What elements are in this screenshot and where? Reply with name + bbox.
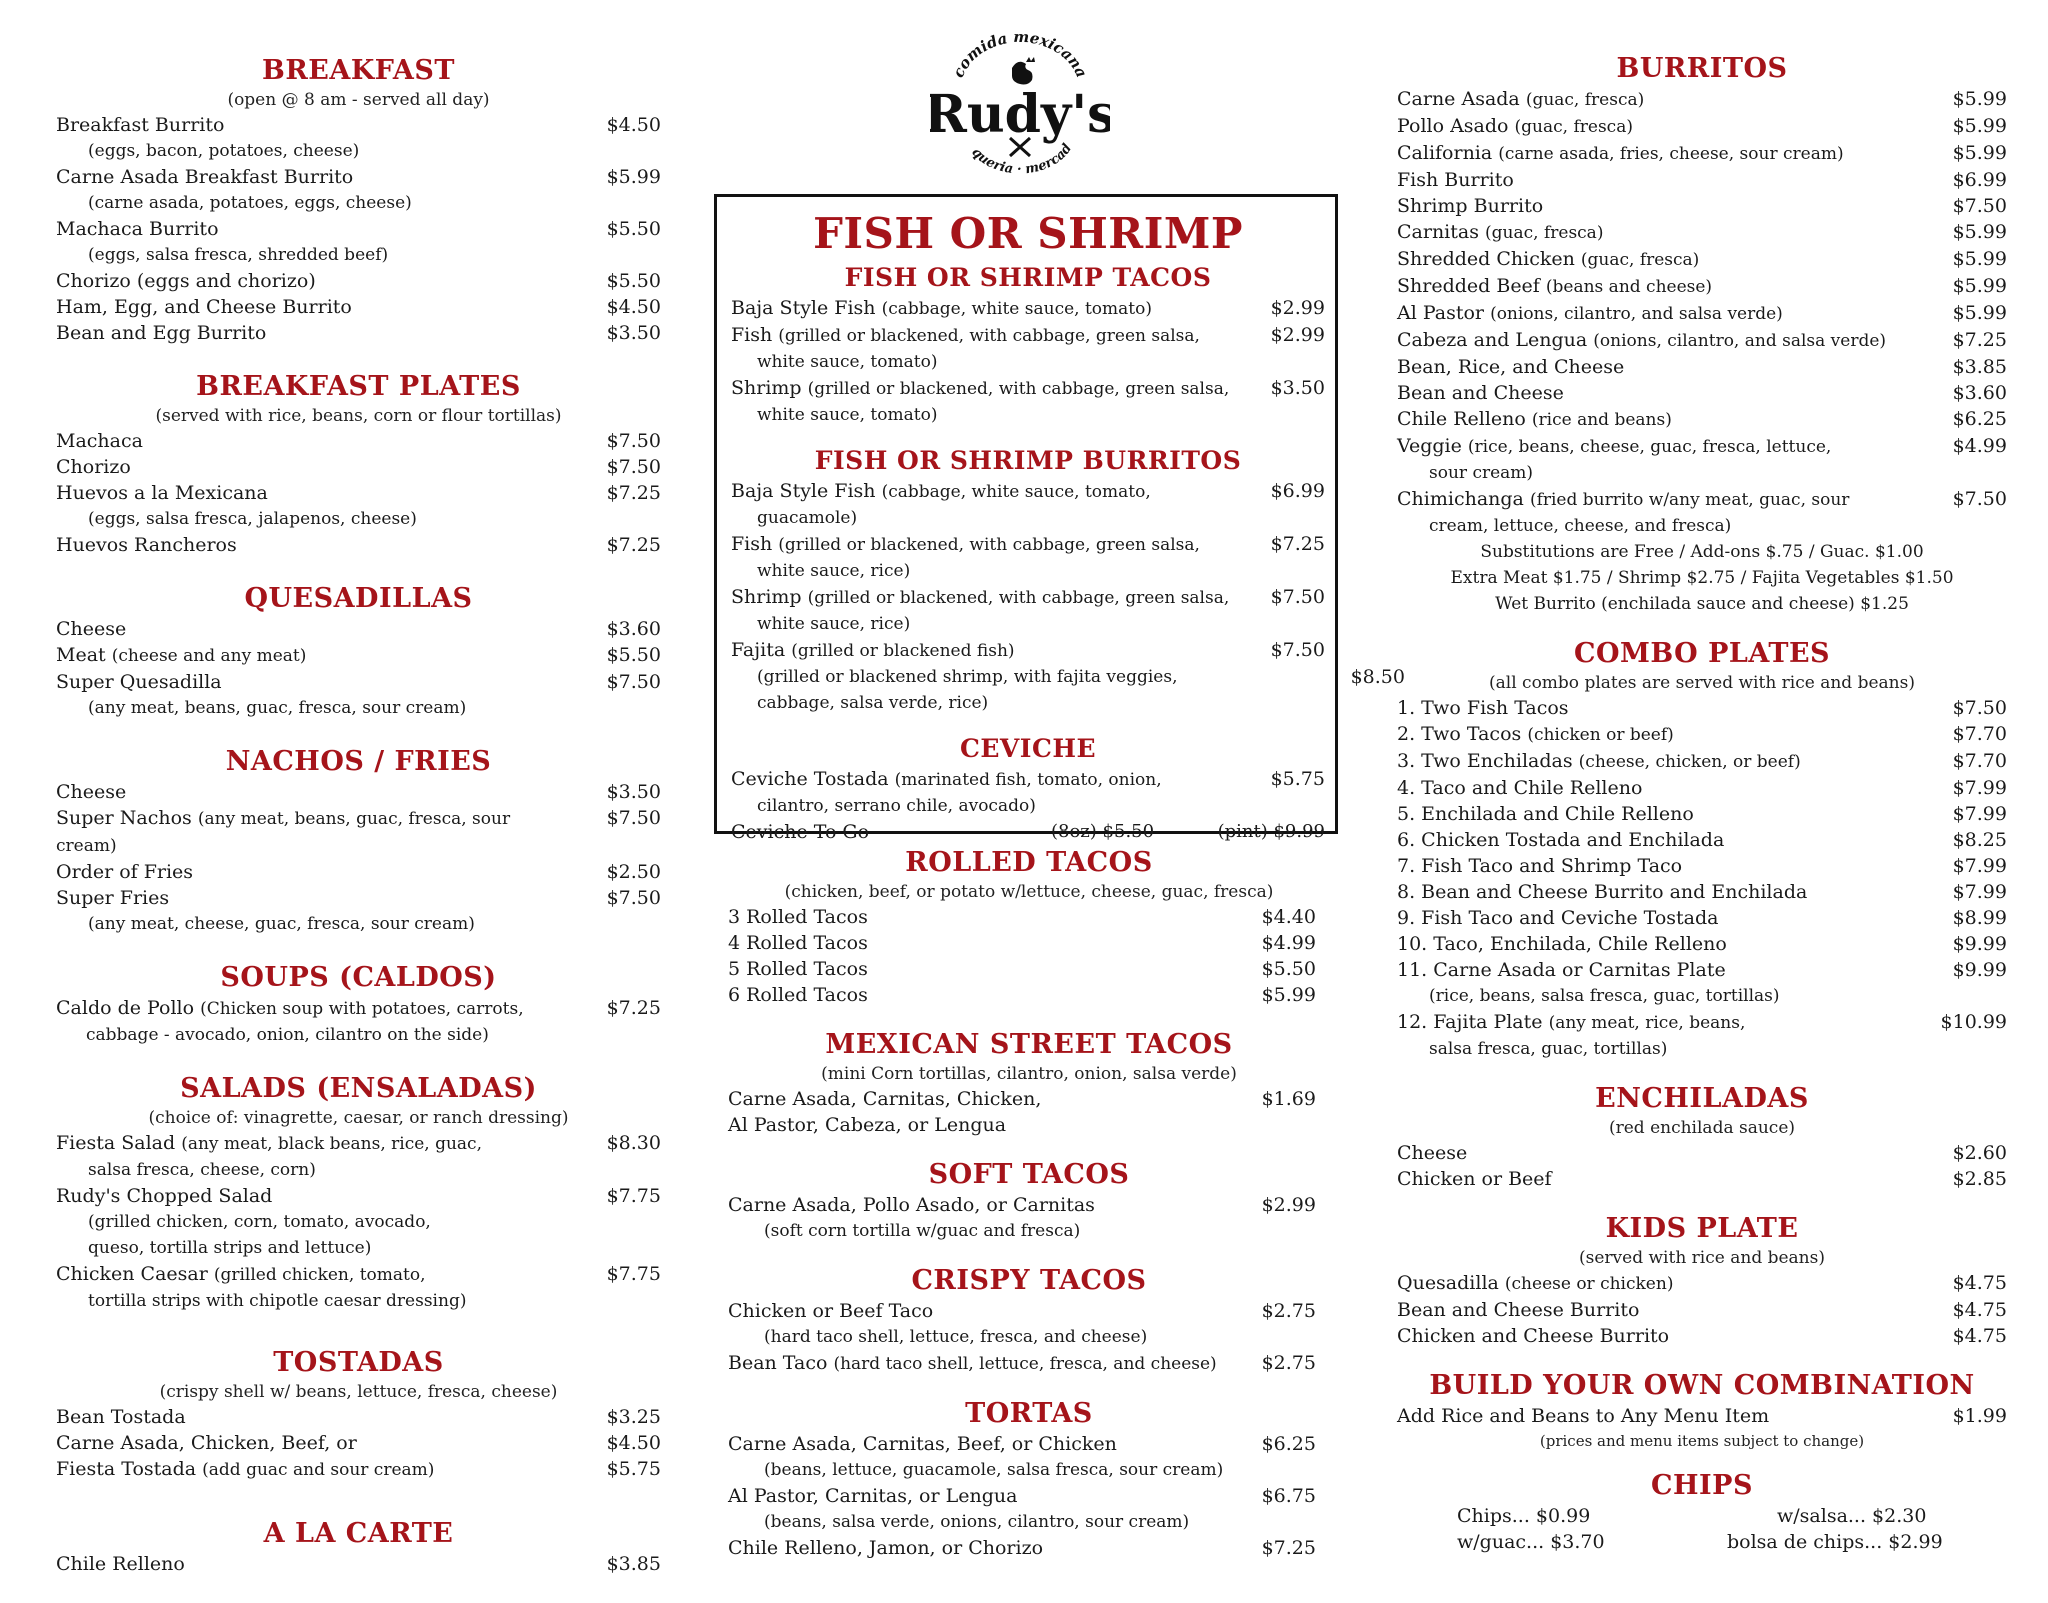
chips-salsa-price: w/salsa... $2.30 xyxy=(1777,1505,1927,1527)
item-description: white sauce, tomato) xyxy=(757,352,938,372)
menu-item: Bean, Rice, and Cheese $3.85 xyxy=(1397,356,2007,378)
section-note: (served with rice, beans, corn or flour tortillas) xyxy=(155,406,562,426)
burritos-section xyxy=(1397,54,2007,617)
menu-item: Chorizo $7.50 xyxy=(56,456,661,478)
menu-item: Super Quesadilla $7.50 xyxy=(56,671,661,693)
item-description: (grilled chicken, corn, tomato, avocado, xyxy=(88,1212,431,1232)
section-title: NACHOS / FRIES xyxy=(225,746,492,777)
menu-item: Chile Relleno (rice and beans) $6.25 xyxy=(1397,408,2007,430)
item-description: (beans, salsa verde, onions, cilantro, sour cream) xyxy=(764,1512,1190,1532)
logo-name: Rudy's xyxy=(930,84,1110,145)
soft-tacos-section xyxy=(714,1160,1344,1244)
section-note: (red enchilada sauce) xyxy=(1608,1118,1796,1138)
breakfast-section xyxy=(56,56,661,346)
menu-item: Huevos a la Mexicana $7.25 xyxy=(56,482,661,504)
section-title: TORTAS xyxy=(965,1398,1093,1429)
kids-plate-section xyxy=(1397,1214,2007,1349)
menu-item: 7. Fish Taco and Shrimp Taco $7.99 xyxy=(1397,855,2007,877)
menu-item: Shrimp Burrito $7.50 xyxy=(1397,195,2007,217)
menu-item: Ceviche To Go (8oz) $5.50 (pint) $9.99 xyxy=(731,821,1325,843)
chips-price: Chips... $0.99 xyxy=(1457,1505,1591,1527)
section-title: KIDS PLATE xyxy=(1605,1213,1799,1244)
bolsa-chips-price: bolsa de chips... $2.99 xyxy=(1727,1531,1943,1553)
ceviche-section xyxy=(731,734,1325,845)
item-description: (eggs, salsa fresca, jalapenos, cheese) xyxy=(88,509,417,529)
menu-item: Fiesta Tostada (add guac and sour cream) $5.75 xyxy=(56,1458,661,1480)
crispy-tacos-section xyxy=(714,1266,1344,1377)
menu-item: Fiesta Salad (any meat, black beans, rice, guac, $8.30 xyxy=(56,1132,661,1154)
menu-item: 4 Rolled Tacos $4.99 xyxy=(728,932,1316,954)
menu-item: Fish (grilled or blackened, with cabbage, green salsa, $2.99 xyxy=(731,324,1325,346)
section-note: (prices and menu items subject to change) xyxy=(1539,1432,1865,1450)
section-title: BURRITOS xyxy=(1616,53,1788,84)
tostadas-section xyxy=(56,1348,661,1483)
menu-item: Bean and Cheese $3.60 xyxy=(1397,382,2007,404)
section-title: MEXICAN STREET TACOS xyxy=(825,1029,1233,1060)
salads-section xyxy=(56,1074,661,1314)
menu-item: Carne Asada (guac, fresca) $5.99 xyxy=(1397,88,2007,110)
section-note: (chicken, beef, or potato w/lettuce, cheese, guac, fresca) xyxy=(784,882,1274,902)
menu-item: Fajita (grilled or blackened fish) $7.50 xyxy=(731,639,1325,661)
menu-item: Chorizo (eggs and chorizo) $5.50 xyxy=(56,270,661,292)
menu-item: Al Pastor, Cabeza, or Lengua xyxy=(728,1114,1007,1136)
item-description: (beans, lettuce, guacamole, salsa fresca, sour cream) xyxy=(764,1460,1224,1480)
menu-item: 11. Carne Asada or Carnitas Plate $9.99 xyxy=(1397,959,2007,981)
menu-item: Baja Style Fish (cabbage, white sauce, tomato, $6.99 xyxy=(731,480,1325,502)
section-title: ENCHILADAS xyxy=(1595,1083,1809,1114)
fish-burritos-section xyxy=(731,446,1405,716)
section-title: SALADS (ENSALADAS) xyxy=(180,1073,537,1104)
section-note: (open @ 8 am - served all day) xyxy=(227,90,490,110)
item-description: white sauce, rice) xyxy=(757,614,911,634)
item-description: (any meat, cheese, guac, fresca, sour cream) xyxy=(88,914,475,934)
section-note: (choice of: vinagrette, caesar, or ranch dressing) xyxy=(148,1108,569,1128)
burrito-note: Substitutions are Free / Add-ons $.75 / Guac. $1.00 xyxy=(1480,542,1924,562)
menu-item: Al Pastor, Carnitas, or Lengua $6.75 xyxy=(728,1485,1316,1507)
quesadillas-section xyxy=(56,584,661,721)
item-description: cabbage, salsa verde, rice) xyxy=(757,693,989,713)
menu-item: Fish (grilled or blackened, with cabbage, green salsa, $7.25 xyxy=(731,533,1325,555)
section-note: (crispy shell w/ beans, lettuce, fresca, cheese) xyxy=(159,1382,558,1402)
item-description: salsa fresca, guac, tortillas) xyxy=(1429,1039,1668,1059)
section-title: SOFT TACOS xyxy=(928,1159,1130,1190)
menu-item: Chimichanga (fried burrito w/any meat, guac, sour $7.50 xyxy=(1397,488,2007,510)
item-description: (grilled or blackened shrimp, with fajita veggies, $8.50 xyxy=(757,666,1405,688)
menu-item: Cheese $3.50 xyxy=(56,781,661,803)
menu-item: Pollo Asado (guac, fresca) $5.99 xyxy=(1397,115,2007,137)
section-title: BUILD YOUR OWN COMBINATION xyxy=(1429,1370,1975,1401)
soups-section xyxy=(56,963,661,1048)
sub-price: $8.50 xyxy=(1350,666,1405,688)
chips-section xyxy=(1397,1471,2007,1559)
chips-prices xyxy=(1397,1503,2007,1559)
menu-item: Chile Relleno, Jamon, or Chorizo $7.25 xyxy=(728,1537,1316,1559)
menu-item: Al Pastor (onions, cilantro, and salsa verde) $5.99 xyxy=(1397,302,2007,324)
menu-item: Ceviche Tostada (marinated fish, tomato, onion, $5.75 xyxy=(731,768,1325,790)
section-title: CRISPY TACOS xyxy=(911,1265,1147,1296)
menu-item: Ham, Egg, and Cheese Burrito $4.50 xyxy=(56,296,661,318)
menu-item: Bean Tostada $3.25 xyxy=(56,1406,661,1428)
section-note: (all combo plates are served with rice and beans) xyxy=(1489,673,1915,693)
logo-graphic xyxy=(930,32,1110,182)
menu-item: Super Nachos (any meat, beans, guac, fresca, sour cream) $7.50 xyxy=(56,807,661,856)
item-description: white sauce, tomato) xyxy=(757,405,938,425)
section-title: CHIPS xyxy=(1651,1470,1753,1501)
menu-item: Add Rice and Beans to Any Menu Item $1.99 xyxy=(1397,1405,2007,1427)
menu-item: 12. Fajita Plate (any meat, rice, beans, $10.99 xyxy=(1397,1011,2007,1033)
item-description: (carne asada, potatoes, eggs, cheese) xyxy=(88,193,412,213)
menu-item: 1. Two Fish Tacos $7.50 xyxy=(1397,697,2007,719)
menu-item: Carne Asada, Carnitas, Beef, or Chicken $6.25 xyxy=(728,1433,1316,1455)
build-combination-section xyxy=(1397,1371,2007,1453)
menu-item: Shrimp (grilled or blackened, with cabbage, green salsa, $7.50 xyxy=(731,586,1325,608)
menu-item: 2. Two Tacos (chicken or beef) $7.70 xyxy=(1397,723,2007,745)
section-title: BREAKFAST xyxy=(262,55,455,86)
item-description: queso, tortilla strips and lettuce) xyxy=(88,1238,372,1258)
rolled-tacos-section xyxy=(714,848,1344,1008)
section-title: BREAKFAST PLATES xyxy=(196,371,521,402)
breakfast-plates-section xyxy=(56,372,661,558)
fish-or-shrimp-box xyxy=(714,194,1405,843)
item-description: tortilla strips with chipotle caesar dressing) xyxy=(88,1291,467,1311)
section-title: TOSTADAS xyxy=(273,1347,444,1378)
burrito-note: Extra Meat $1.75 / Shrimp $2.75 / Fajita Vegetables $1.50 xyxy=(1450,568,1954,588)
rudys-logo xyxy=(930,32,1110,182)
a-la-carte-section xyxy=(56,1519,661,1577)
menu-item: Machaca Burrito $5.50 xyxy=(56,218,661,240)
section-title: A LA CARTE xyxy=(263,1518,454,1549)
menu-item: Chicken and Cheese Burrito $4.75 xyxy=(1397,1325,2007,1347)
menu-item: Carne Asada Breakfast Burrito $5.99 xyxy=(56,166,661,188)
section-title: SOUPS (CALDOS) xyxy=(220,962,497,993)
right-column xyxy=(1397,54,2007,1585)
menu-item: Shredded Chicken (guac, fresca) $5.99 xyxy=(1397,248,2007,270)
section-title: COMBO PLATES xyxy=(1573,638,1831,669)
menu-item: Shredded Beef (beans and cheese) $5.99 xyxy=(1397,275,2007,297)
middle-column xyxy=(714,848,1344,1583)
menu-item: Carne Asada, Pollo Asado, or Carnitas $2.99 xyxy=(728,1194,1316,1216)
menu-item: Shrimp (grilled or blackened, with cabbage, green salsa, $3.50 xyxy=(731,377,1325,399)
menu-item: Chicken Caesar (grilled chicken, tomato, $7.75 xyxy=(56,1263,661,1285)
item-description: cream, lettuce, cheese, and fresca) xyxy=(1429,516,1732,536)
menu-item: Super Fries $7.50 xyxy=(56,887,661,909)
menu-item: Carne Asada, Chicken, Beef, or $4.50 xyxy=(56,1432,661,1454)
menu-item: Cheese $2.60 xyxy=(1397,1142,2007,1164)
menu-item: Bean Taco (hard taco shell, lettuce, fresca, and cheese) $2.75 xyxy=(728,1352,1316,1374)
menu-item: 6 Rolled Tacos $5.99 xyxy=(728,984,1316,1006)
menu-item: Order of Fries $2.50 xyxy=(56,861,661,883)
menu-item: 3 Rolled Tacos $4.40 xyxy=(728,906,1316,928)
menu-item: Breakfast Burrito $4.50 xyxy=(56,114,661,136)
menu-item: Bean and Egg Burrito $3.50 xyxy=(56,322,661,344)
menu-item: Chicken or Beef $2.85 xyxy=(1397,1168,2007,1190)
combo-plates-section xyxy=(1397,639,2007,1062)
fish-box-title: FISH OR SHRIMP xyxy=(813,209,1243,258)
section-note: (served with rice and beans) xyxy=(1579,1248,1825,1268)
item-description: (eggs, bacon, potatoes, cheese) xyxy=(88,141,360,161)
menu-item: 4. Taco and Chile Relleno $7.99 xyxy=(1397,777,2007,799)
item-description: (eggs, salsa fresca, shredded beef) xyxy=(88,245,389,265)
logo-bottom-text: queria · mercad xyxy=(968,141,1076,178)
menu-item: Carne Asada, Carnitas, Chicken, $1.69 xyxy=(728,1088,1316,1110)
menu-item: Quesadilla (cheese or chicken) $4.75 xyxy=(1397,1272,2007,1294)
menu-item: Huevos Rancheros $7.25 xyxy=(56,534,661,556)
fish-tacos-section xyxy=(731,263,1325,428)
menu-item: 9. Fish Taco and Ceviche Tostada $8.99 xyxy=(1397,907,2007,929)
item-description: (rice, beans, salsa fresca, guac, tortillas) xyxy=(1429,986,1780,1006)
menu-item: Caldo de Pollo (Chicken soup with potatoes, carrots, $7.25 xyxy=(56,997,661,1019)
section-title: FISH OR SHRIMP TACOS xyxy=(844,263,1212,292)
section-title: FISH OR SHRIMP BURRITOS xyxy=(814,446,1242,475)
tortas-section xyxy=(714,1399,1344,1561)
item-description: salsa fresca, cheese, corn) xyxy=(88,1160,316,1180)
nachos-fries-section xyxy=(56,747,661,937)
menu-item: Meat (cheese and any meat) $5.50 xyxy=(56,644,661,666)
item-description: white sauce, rice) xyxy=(757,561,911,581)
menu-item: California (carne asada, fries, cheese, sour cream) $5.99 xyxy=(1397,142,2007,164)
left-column xyxy=(56,56,661,1603)
menu-item: 5 Rolled Tacos $5.50 xyxy=(728,958,1316,980)
menu-item: 3. Two Enchiladas (cheese, chicken, or beef) $7.70 xyxy=(1397,750,2007,772)
burrito-note: Wet Burrito (enchilada sauce and cheese) $1.25 xyxy=(1495,594,1909,614)
menu-item: Chicken or Beef Taco $2.75 xyxy=(728,1300,1316,1322)
menu-item: Machaca $7.50 xyxy=(56,430,661,452)
menu-item: Veggie (rice, beans, cheese, guac, fresca, lettuce, $4.99 xyxy=(1397,435,2007,457)
section-title: QUESADILLAS xyxy=(244,583,473,614)
item-description: (hard taco shell, lettuce, fresca, and cheese) xyxy=(764,1327,1148,1347)
section-title: ROLLED TACOS xyxy=(905,847,1153,878)
item-description: cabbage - avocado, onion, cilantro on the side) xyxy=(86,1025,489,1045)
menu-item: Baja Style Fish (cabbage, white sauce, tomato) $2.99 xyxy=(731,297,1325,319)
menu-item: Carnitas (guac, fresca) $5.99 xyxy=(1397,221,2007,243)
item-description: (soft corn tortilla w/guac and fresca) xyxy=(764,1221,1081,1241)
item-description: guacamole) xyxy=(757,508,858,528)
section-title: CEVICHE xyxy=(959,734,1097,763)
menu-item: Chile Relleno $3.85 xyxy=(56,1553,661,1575)
menu-item: 8. Bean and Cheese Burrito and Enchilada $7.99 xyxy=(1397,881,2007,903)
item-description: cilantro, serrano chile, avocado) xyxy=(757,796,1036,816)
street-tacos-section xyxy=(714,1030,1344,1138)
enchiladas-section xyxy=(1397,1084,2007,1192)
item-description: (any meat, beans, guac, fresca, sour cream) xyxy=(88,698,467,718)
menu-item: 10. Taco, Enchilada, Chile Relleno $9.99 xyxy=(1397,933,2007,955)
menu-item: Bean and Cheese Burrito $4.75 xyxy=(1397,1299,2007,1321)
chips-guac-price: w/guac... $3.70 xyxy=(1457,1531,1605,1553)
menu-item: Rudy's Chopped Salad $7.75 xyxy=(56,1185,661,1207)
item-description: sour cream) xyxy=(1429,463,1534,483)
menu-item: Fish Burrito $6.99 xyxy=(1397,169,2007,191)
menu-item: Cabeza and Lengua (onions, cilantro, and salsa verde) $7.25 xyxy=(1397,329,2007,351)
menu-item: 5. Enchilada and Chile Relleno $7.99 xyxy=(1397,803,2007,825)
logo-top-text: comida mexicana xyxy=(949,32,1091,81)
menu-item: 6. Chicken Tostada and Enchilada $8.25 xyxy=(1397,829,2007,851)
section-note: (mini Corn tortillas, cilantro, onion, salsa verde) xyxy=(821,1064,1237,1084)
rooster-icon xyxy=(1012,57,1035,85)
menu-item: Cheese $3.60 xyxy=(56,618,661,640)
